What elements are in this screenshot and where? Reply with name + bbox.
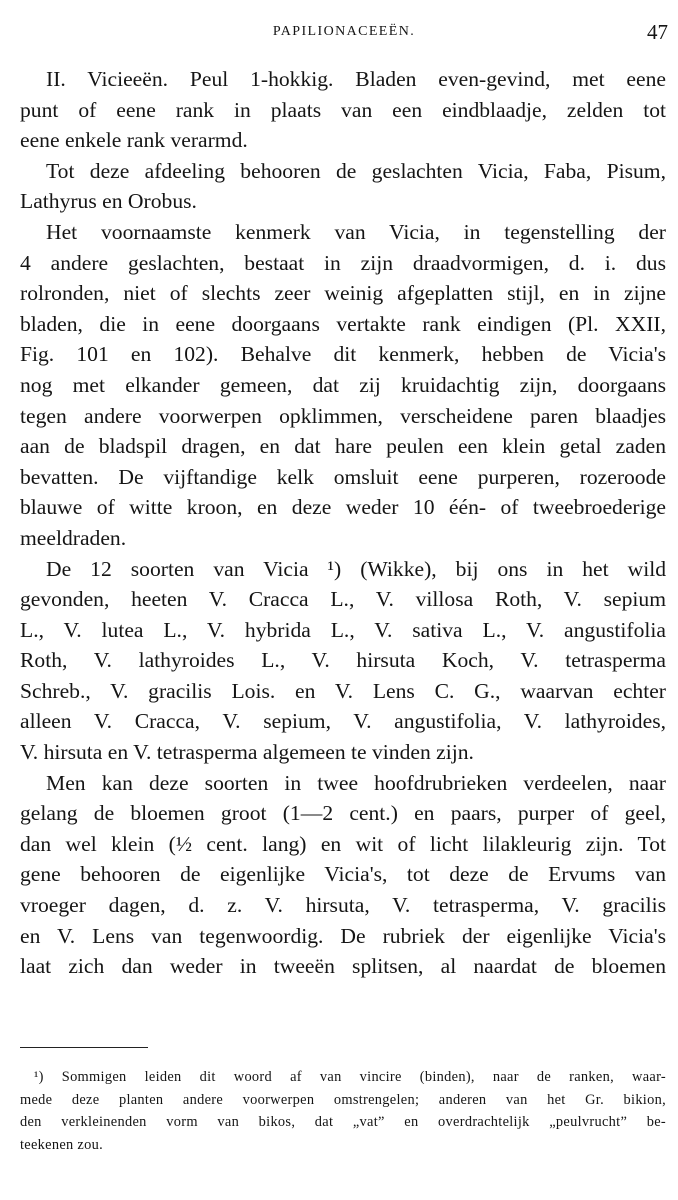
footnote-line: teekenen zou. bbox=[20, 1136, 104, 1153]
text-line: Schreb., V. gracilis Lois. en V. Lens C. G., waarvan echter bbox=[20, 678, 666, 703]
text-line: bevatten. De vijftandige kelk omsluit eene purperen, rozeroode bbox=[20, 464, 666, 489]
text-line: De 12 soorten van Vicia ¹) (Wikke), bij ons in het wild bbox=[46, 556, 666, 581]
text-line: en V. Lens van tegenwoordig. De rubriek der eigenlijke Vicia's bbox=[20, 923, 666, 948]
page-number: 47 bbox=[647, 20, 668, 44]
text-line: eene enkele rank verarmd. bbox=[20, 128, 248, 153]
text-line: L., V. lutea L., V. hybrida L., V. sativa L., V. angustifolia bbox=[20, 617, 666, 642]
text-line: Men kan deze soorten in twee hoofdrubrieken verdeelen, naar bbox=[46, 770, 666, 795]
footnotes bbox=[20, 1066, 666, 1156]
running-title: PAPILIONACEEËN. bbox=[272, 24, 416, 39]
footnote-line: ¹) Sommigen leiden dit woord af van vincire (binden), naar de ranken, waar- bbox=[34, 1069, 666, 1085]
body-text bbox=[20, 64, 666, 982]
text-line: tegen andere voorwerpen opklimmen, verscheidene paren blaadjes bbox=[20, 403, 666, 428]
text-line: II. Vicieeën. Peul 1-hokkig. Bladen even-gevind, met eene bbox=[46, 67, 666, 91]
text-line: vroeger dagen, d. z. V. hirsuta, V. tetrasperma, V. gracilis bbox=[20, 893, 666, 918]
text-line: meeldraden. bbox=[20, 525, 127, 550]
text-line: gelang de bloemen groot (1—2 cent.) en paars, purper of geel, bbox=[20, 801, 666, 826]
footnote-line: mede deze planten andere voorwerpen omstrengelen; anderen van het Gr. bikion, bbox=[20, 1091, 666, 1108]
text-line: V. hirsuta en V. tetrasperma algemeen te vinden zijn. bbox=[20, 740, 474, 765]
text-line: Het voornaamste kenmerk van Vicia, in tegenstelling der bbox=[46, 219, 666, 244]
footnote-line: den verkleinenden vorm van bikos, dat „vat” en overdrachtelijk „peulvrucht” be- bbox=[20, 1114, 666, 1130]
text-line: nog met elkander gemeen, dat zij kruidachtig zijn, doorgaans bbox=[20, 372, 666, 397]
text-line: dan wel klein (½ cent. lang) en wit of licht lilakleurig zijn. Tot bbox=[20, 831, 666, 856]
text-line: blauwe of witte kroon, en deze weder 10 één- of tweebroederige bbox=[20, 495, 666, 520]
text-line: punt of eene rank in plaats van een eindblaadje, zelden tot bbox=[20, 97, 666, 122]
text-line: gene behooren de eigenlijke Vicia's, tot deze de Ervums van bbox=[20, 862, 666, 887]
text-line: gevonden, heeten V. Cracca L., V. villosa Roth, V. sepium bbox=[20, 587, 666, 612]
text-line: laat zich dan weder in tweeën splitsen, al naardat de bloemen bbox=[20, 954, 666, 979]
text-line: bladen, die in eene doorgaans vertakte rank eindigen (Pl. XXII, bbox=[20, 311, 666, 336]
footnote-divider bbox=[20, 1047, 148, 1048]
text-line: Lathyrus en Orobus. bbox=[20, 189, 197, 214]
text-line: aan de bladspil dragen, en dat hare peulen een klein getal zaden bbox=[20, 434, 666, 459]
text-line: Fig. 101 en 102). Behalve dit kenmerk, hebben de Vicia's bbox=[20, 342, 666, 367]
text-line: Tot deze afdeeling behooren de geslachten Vicia, Faba, Pisum, bbox=[46, 158, 666, 183]
text-line: rolronden, niet of slechts zeer weinig afgeplatten stijl, en in zijne bbox=[20, 281, 666, 306]
text-line: Roth, V. lathyroides L., V. hirsuta Koch, V. tetrasperma bbox=[20, 648, 666, 673]
text-line: 4 andere geslachten, bestaat in zijn draadvormigen, d. i. dus bbox=[20, 250, 666, 275]
page-header bbox=[20, 20, 668, 48]
text-line: alleen V. Cracca, V. sepium, V. angustifolia, V. lathyroides, bbox=[20, 709, 666, 734]
